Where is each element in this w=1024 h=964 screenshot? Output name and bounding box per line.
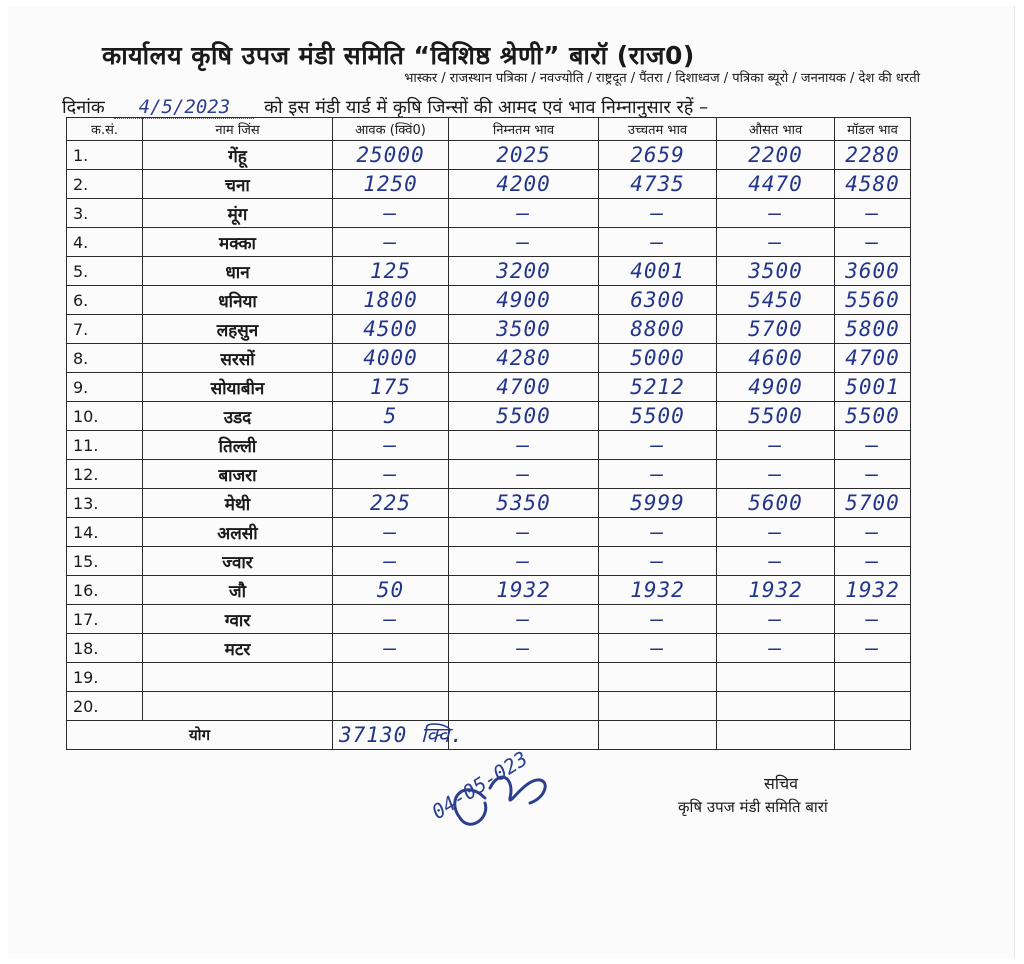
modal-price-cell [835, 692, 911, 721]
min-price-cell: 3500 [449, 315, 599, 344]
arrival-cell: — [333, 199, 449, 228]
arrival-cell: 5 [333, 402, 449, 431]
max-price-cell: — [599, 431, 717, 460]
max-price-cell: — [599, 547, 717, 576]
modal-price-cell: — [835, 547, 911, 576]
commodity-name: अलसी [143, 518, 333, 547]
table-row [67, 518, 911, 547]
arrival-cell: — [333, 634, 449, 663]
avg-price-cell: — [717, 605, 835, 634]
date-line [62, 95, 922, 119]
total-empty-cell [835, 721, 911, 750]
max-price-cell [599, 692, 717, 721]
modal-price-cell: — [835, 518, 911, 547]
total-empty-cell [599, 721, 717, 750]
avg-price-cell [717, 692, 835, 721]
arrival-cell: 225 [333, 489, 449, 518]
min-price-cell: 4200 [449, 170, 599, 199]
arrival-cell: 1800 [333, 286, 449, 315]
arrival-cell: — [333, 547, 449, 576]
modal-price-cell: 5700 [835, 489, 911, 518]
row-sn: 17. [67, 605, 143, 634]
max-price-cell [599, 663, 717, 692]
arrival-cell: — [333, 605, 449, 634]
avg-price-cell: 5600 [717, 489, 835, 518]
avg-price-cell [717, 663, 835, 692]
table-row [67, 402, 911, 431]
avg-price-cell: — [717, 431, 835, 460]
table-header-row [67, 118, 911, 141]
table-row [67, 576, 911, 605]
commodity-name [143, 663, 333, 692]
table-row [67, 315, 911, 344]
total-empty-cell [717, 721, 835, 750]
avg-price-cell: 5500 [717, 402, 835, 431]
min-price-cell: 4900 [449, 286, 599, 315]
total-arrival: 37130 क्वि. [333, 721, 449, 750]
max-price-cell: — [599, 634, 717, 663]
min-price-cell [449, 692, 599, 721]
modal-price-cell: 5560 [835, 286, 911, 315]
table-row [67, 634, 911, 663]
arrival-cell: — [333, 431, 449, 460]
min-price-cell: — [449, 547, 599, 576]
avg-price-cell: — [717, 547, 835, 576]
table-row [67, 605, 911, 634]
commodity-name: ग्वार [143, 605, 333, 634]
table-row [67, 141, 911, 170]
avg-price-cell: 1932 [717, 576, 835, 605]
row-sn: 19. [67, 663, 143, 692]
row-sn: 14. [67, 518, 143, 547]
modal-price-cell: — [835, 605, 911, 634]
arrival-cell: 125 [333, 257, 449, 286]
col-header-avg-price: औसत भाव [717, 118, 835, 141]
max-price-cell: 5999 [599, 489, 717, 518]
table-row [67, 547, 911, 576]
modal-price-cell: 5001 [835, 373, 911, 402]
max-price-cell: 4001 [599, 257, 717, 286]
col-header-max-price: उच्चतम भाव [599, 118, 717, 141]
newspaper-list: भास्कर / राजस्थान पत्रिका / नवज्योति / राष्ट्रदूत / पैंतरा / दिशाध्वज / पत्रिका ब्यूरो / जननायक / देश की धरती [404, 71, 920, 86]
table-row [67, 228, 911, 257]
date-value: 4/5/2023 [114, 96, 254, 119]
col-header-min-price: निम्नतम भाव [449, 118, 599, 141]
max-price-cell: 6300 [599, 286, 717, 315]
commodity-name: बाजरा [143, 460, 333, 489]
commodity-name: सोयाबीन [143, 373, 333, 402]
min-price-cell: — [449, 199, 599, 228]
min-price-cell: 1932 [449, 576, 599, 605]
modal-price-cell: 5500 [835, 402, 911, 431]
row-sn: 13. [67, 489, 143, 518]
min-price-cell: — [449, 634, 599, 663]
avg-price-cell: 5700 [717, 315, 835, 344]
rates-table [66, 117, 911, 750]
row-sn: 10. [67, 402, 143, 431]
col-header-sn: क.सं. [67, 118, 143, 141]
commodity-name: मेथी [143, 489, 333, 518]
max-price-cell: — [599, 518, 717, 547]
row-sn: 3. [67, 199, 143, 228]
table-row [67, 663, 911, 692]
row-sn: 18. [67, 634, 143, 663]
commodity-name: गेंहू [143, 141, 333, 170]
modal-price-cell: 2280 [835, 141, 911, 170]
min-price-cell: — [449, 460, 599, 489]
max-price-cell: 5212 [599, 373, 717, 402]
modal-price-cell: 4700 [835, 344, 911, 373]
modal-price-cell: 1932 [835, 576, 911, 605]
commodity-name: मक्का [143, 228, 333, 257]
commodity-name [143, 692, 333, 721]
commodity-name: चना [143, 170, 333, 199]
min-price-cell: 3200 [449, 257, 599, 286]
max-price-cell: — [599, 605, 717, 634]
commodity-name: सरसों [143, 344, 333, 373]
row-sn: 5. [67, 257, 143, 286]
col-header-name: नाम जिंस [143, 118, 333, 141]
arrival-cell [333, 663, 449, 692]
total-empty-cell [449, 721, 599, 750]
table-row [67, 257, 911, 286]
total-row [67, 721, 911, 750]
avg-price-cell: 3500 [717, 257, 835, 286]
arrival-cell: 4500 [333, 315, 449, 344]
max-price-cell: — [599, 228, 717, 257]
row-sn: 15. [67, 547, 143, 576]
min-price-cell: — [449, 431, 599, 460]
row-sn: 12. [67, 460, 143, 489]
row-sn: 20. [67, 692, 143, 721]
max-price-cell: — [599, 460, 717, 489]
commodity-name: जौ [143, 576, 333, 605]
max-price-cell: 5000 [599, 344, 717, 373]
table-row [67, 286, 911, 315]
committee-label: कृषि उपज मंडी समिति बारां [678, 798, 828, 816]
arrival-cell: 25000 [333, 141, 449, 170]
arrival-cell: 175 [333, 373, 449, 402]
commodity-name: लहसुन [143, 315, 333, 344]
commodity-name: तिल्ली [143, 431, 333, 460]
row-sn: 4. [67, 228, 143, 257]
row-sn: 6. [67, 286, 143, 315]
min-price-cell: — [449, 605, 599, 634]
commodity-name: धनिया [143, 286, 333, 315]
arrival-cell: 4000 [333, 344, 449, 373]
row-sn: 8. [67, 344, 143, 373]
table-row [67, 489, 911, 518]
min-price-cell [449, 663, 599, 692]
col-header-arrival: आवक (क्विं0) [333, 118, 449, 141]
table-row [67, 344, 911, 373]
row-sn: 7. [67, 315, 143, 344]
avg-price-cell: — [717, 460, 835, 489]
modal-price-cell: — [835, 199, 911, 228]
table-row [67, 692, 911, 721]
commodity-name: मटर [143, 634, 333, 663]
min-price-cell: — [449, 228, 599, 257]
min-price-cell: 4700 [449, 373, 599, 402]
modal-price-cell: — [835, 460, 911, 489]
table-row [67, 199, 911, 228]
min-price-cell: 5350 [449, 489, 599, 518]
row-sn: 9. [67, 373, 143, 402]
avg-price-cell: 5450 [717, 286, 835, 315]
min-price-cell: 4280 [449, 344, 599, 373]
arrival-cell: — [333, 228, 449, 257]
arrival-cell [333, 692, 449, 721]
min-price-cell: 5500 [449, 402, 599, 431]
modal-price-cell: 5800 [835, 315, 911, 344]
max-price-cell: 8800 [599, 315, 717, 344]
col-header-modal-price: मॉडल भाव [835, 118, 911, 141]
signature-date: 04-05-023 [427, 746, 532, 824]
modal-price-cell: — [835, 431, 911, 460]
modal-price-cell: 4580 [835, 170, 911, 199]
table-row [67, 373, 911, 402]
max-price-cell: — [599, 199, 717, 228]
total-label: योग [67, 721, 333, 750]
row-sn: 2. [67, 170, 143, 199]
table-row [67, 170, 911, 199]
row-sn: 16. [67, 576, 143, 605]
avg-price-cell: 4900 [717, 373, 835, 402]
max-price-cell: 5500 [599, 402, 717, 431]
modal-price-cell: — [835, 228, 911, 257]
avg-price-cell: 2200 [717, 141, 835, 170]
secretary-label: सचिव [764, 774, 799, 793]
table-row [67, 431, 911, 460]
commodity-name: ज्वार [143, 547, 333, 576]
office-title: कार्यालय कृषि उपज मंडी समिति “विशिष्ठ श्रेणी” बारॉ (राज0) [102, 41, 695, 70]
avg-price-cell: 4470 [717, 170, 835, 199]
avg-price-cell: — [717, 199, 835, 228]
modal-price-cell [835, 663, 911, 692]
commodity-name: उडद [143, 402, 333, 431]
avg-price-cell: — [717, 634, 835, 663]
commodity-name: धान [143, 257, 333, 286]
arrival-cell: 1250 [333, 170, 449, 199]
modal-price-cell: — [835, 634, 911, 663]
max-price-cell: 1932 [599, 576, 717, 605]
row-sn: 11. [67, 431, 143, 460]
max-price-cell: 2659 [599, 141, 717, 170]
avg-price-cell: 4600 [717, 344, 835, 373]
date-label: दिनांक [62, 97, 105, 118]
modal-price-cell: 3600 [835, 257, 911, 286]
arrival-cell: 50 [333, 576, 449, 605]
avg-price-cell: — [717, 518, 835, 547]
table-row [67, 460, 911, 489]
signature-scribble [430, 758, 630, 878]
date-suffix: को इस मंडी यार्ड में कृषि जिन्सों की आमद एवं भाव निम्नानुसार रहें – [264, 97, 709, 118]
arrival-cell: — [333, 460, 449, 489]
row-sn: 1. [67, 141, 143, 170]
arrival-cell: — [333, 518, 449, 547]
max-price-cell: 4735 [599, 170, 717, 199]
min-price-cell: — [449, 518, 599, 547]
min-price-cell: 2025 [449, 141, 599, 170]
avg-price-cell: — [717, 228, 835, 257]
commodity-name: मूंग [143, 199, 333, 228]
